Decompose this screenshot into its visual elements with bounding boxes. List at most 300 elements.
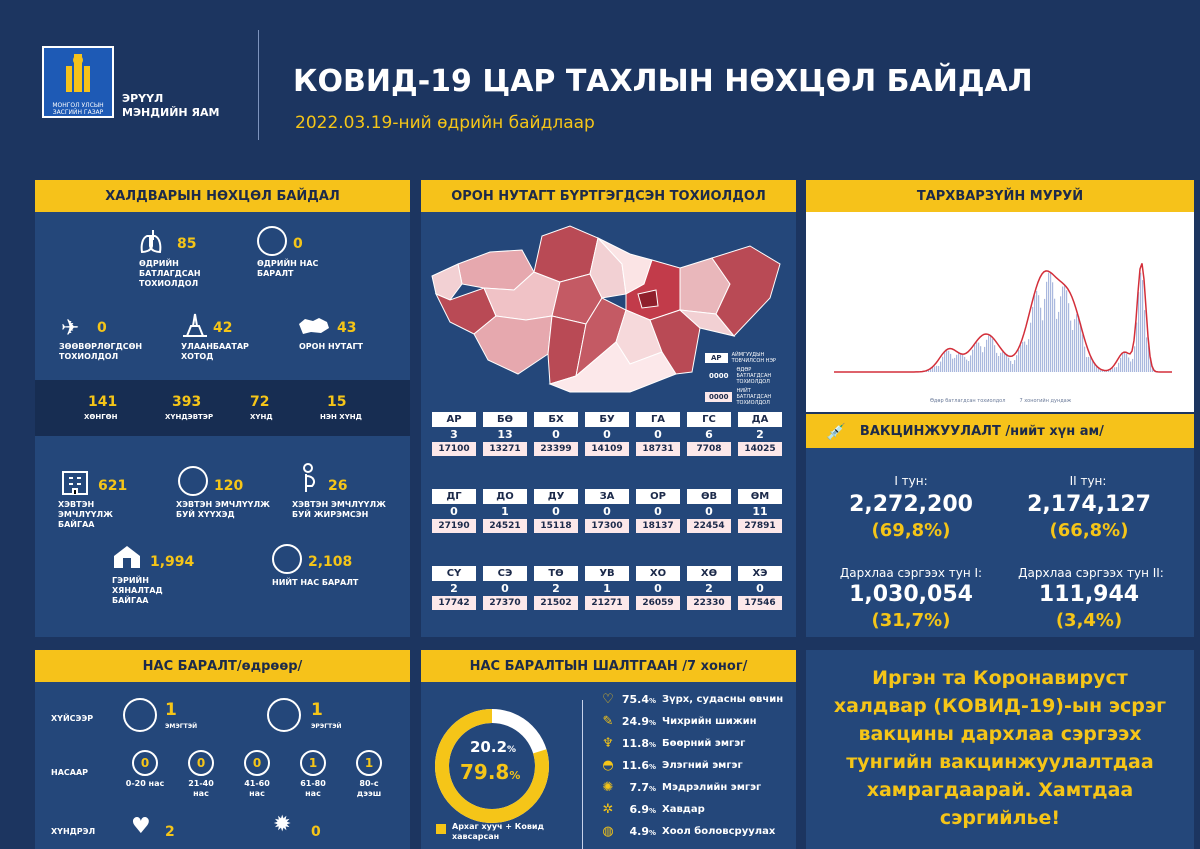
cause-row [600, 712, 757, 730]
cause-percent-text: 4.9 [629, 824, 649, 838]
curve-bar [1124, 352, 1125, 372]
age-group-value: 1 [300, 750, 326, 776]
curve-bar [1044, 299, 1045, 372]
home-care-value: 1,994 [150, 554, 195, 570]
booster1-percent: (31,7%) [871, 610, 951, 631]
province-cell-2-4 [636, 566, 680, 610]
province-code: ОР [636, 489, 680, 504]
curve-legend-bars: Өдөр батлагдсан тохиолдол [930, 398, 1006, 404]
liver-icon: ◓ [602, 757, 614, 773]
imported-value: 0 [97, 320, 107, 336]
province-total: 24521 [483, 519, 527, 533]
curve-legend-line: 7 хоногийн дундаж [1019, 398, 1072, 404]
by-complication-label: ХҮНДРЭЛ [51, 827, 96, 836]
curve-bar [1040, 308, 1041, 372]
curve-bar [994, 345, 995, 372]
province-code: БӨ [483, 412, 527, 427]
curve-bar [1036, 291, 1037, 372]
home-icon [112, 544, 142, 570]
ministry-name: ЭРҮҮЛ МЭНДИЙН ЯАМ [122, 92, 220, 119]
province-daily: 0 [603, 428, 611, 441]
province-cell-1-4 [636, 489, 680, 533]
map-province-khuvsgul [534, 226, 598, 282]
curve-bar [968, 361, 969, 372]
province-total: 14109 [585, 442, 629, 456]
province-code: ХӨ [687, 566, 731, 581]
curve-bar [1118, 363, 1119, 372]
brain-icon: ✺ [602, 779, 614, 795]
female-label: ЭМЭГТЭЙ [165, 723, 198, 730]
age-group-0 [125, 750, 165, 789]
imported-label: ЗӨӨВӨРЛӨГДСӨН ТОХИОЛДОЛ [59, 342, 143, 361]
cause-label: Мэдрэлийн эмгэг [662, 781, 762, 793]
cause-label: Хоол боловсруулах [662, 825, 776, 837]
curve-bar [1138, 292, 1139, 372]
province-cell-0-5 [687, 412, 731, 456]
pregnant-label: ХЭВТЭН ЭМЧЛҮҮЛЖ БУЙ ЖИРЭМСЭН [292, 500, 386, 519]
province-total: 7708 [687, 442, 731, 456]
province-daily: 2 [705, 582, 713, 595]
curve-bar [1008, 358, 1009, 372]
donut-legend [436, 822, 562, 842]
province-daily: 0 [654, 428, 662, 441]
curve-bar [1050, 273, 1051, 372]
province-cell-0-6 [738, 412, 782, 456]
dose2-percent: (66,8%) [1049, 520, 1129, 541]
curve-bar [996, 353, 997, 372]
curve-bar [1048, 273, 1049, 372]
stomach-icon: ◍ [602, 823, 614, 839]
vaccination-heading [806, 414, 1194, 448]
severity-mild-value: 141 [88, 394, 118, 410]
curve-bar [1078, 316, 1079, 372]
curve-bar [1004, 353, 1005, 373]
legend-daily-label: ӨДӨР БАТЛАГДСАН ТОХИОЛДОЛ [736, 367, 772, 385]
epidemic-curve-chart [806, 212, 1194, 412]
vaccination-heading-text: ВАКЦИНЖУУЛАЛТ /нийт хүн ам/ [859, 423, 1104, 439]
curve-bar [1054, 299, 1055, 372]
age-group-value: 0 [244, 750, 270, 776]
province-total: 27891 [738, 519, 782, 533]
province-total: 18731 [636, 442, 680, 456]
province-daily: 13 [497, 428, 513, 441]
curve-bar [1128, 358, 1129, 373]
province-total: 27370 [483, 596, 527, 610]
curve-bar [990, 335, 991, 372]
dose1-value: 2,272,200 [849, 492, 973, 517]
cause-label: Чихрийн шижин [662, 715, 757, 727]
curve-legend [930, 398, 1071, 404]
curve-bar [942, 357, 943, 372]
curve-bar [1032, 307, 1033, 372]
mongolia-map-icon [297, 316, 331, 336]
curve-bar [944, 353, 945, 372]
province-total: 17100 [432, 442, 476, 456]
curve-bar [1034, 295, 1035, 372]
booster2-label: Дархлаа сэргээх тун II: [1018, 566, 1164, 580]
province-daily: 2 [552, 582, 560, 595]
province-code: ГА [636, 412, 680, 427]
province-cell-2-3 [585, 566, 629, 610]
curve-bar [974, 345, 975, 372]
province-daily: 11 [752, 505, 768, 518]
hospitalized-label: ХЭВТЭН ЭМЧЛҮҮЛЖ БАЙГАА [58, 500, 113, 529]
province-total: 17546 [738, 596, 782, 610]
curve-bar [1056, 319, 1057, 372]
province-daily: 6 [705, 428, 713, 441]
age-group-label: 0-20 нас [125, 779, 165, 788]
province-daily: 0 [450, 505, 458, 518]
cause-percent-text: 7.7 [629, 780, 649, 794]
header-divider [258, 30, 259, 140]
home-care-label: ГЭРИЙН ХЯНАЛТАД БАЙГАА [112, 576, 163, 605]
curve-bar [1030, 323, 1031, 372]
curve-bar [1068, 303, 1069, 372]
severity-moderate-value: 393 [172, 394, 202, 410]
province-daily: 1 [603, 582, 611, 595]
city-monument-icon [181, 310, 209, 338]
curve-bar [1000, 353, 1001, 372]
curve-bar [1132, 359, 1133, 372]
curve-bar [1022, 342, 1023, 372]
legend-total-label: НИЙТ БАТЛАГДСАН ТОХИОЛДОЛ [736, 388, 772, 406]
curve-bar [1026, 345, 1027, 372]
airplane-icon: ✈ [61, 316, 80, 341]
children-value: 120 [214, 478, 244, 494]
province-cell-1-3 [585, 489, 629, 533]
province-daily: 2 [450, 582, 458, 595]
legend-code-sample: АР [705, 353, 728, 363]
cause-percent: 4.9% [629, 824, 656, 838]
age-group-value: 0 [132, 750, 158, 776]
virus-icon: ✹ [273, 812, 292, 837]
curve-bar [1060, 296, 1061, 372]
map-province-govi-altai [474, 316, 552, 374]
curve-bar [1074, 319, 1075, 372]
province-code: УВ [585, 566, 629, 581]
local-value: 43 [337, 320, 357, 336]
age-group-value: 0 [188, 750, 214, 776]
donut-legend-swatch [436, 824, 446, 834]
age-group-label: 61-80 нас [300, 779, 326, 798]
age-group-label: 21-40 нас [188, 779, 214, 798]
severity-moderate-label: ХҮНДЭВТЭР [165, 413, 214, 421]
baby-icon [178, 466, 208, 496]
syringe-drop-icon: ✎ [602, 713, 614, 729]
pregnant-value: 26 [328, 478, 348, 494]
curve-bar [966, 360, 967, 372]
severity-mild-label: ХӨНГӨН [84, 413, 118, 421]
curve-bar [1088, 357, 1089, 372]
curve-bar [1114, 367, 1115, 372]
male-label: ЭРЭГТЭЙ [311, 723, 342, 730]
province-daily: 0 [603, 505, 611, 518]
cause-label: Элэгний эмгэг [662, 759, 743, 771]
province-code: СҮ [432, 566, 476, 581]
donut-value-b-text: 79.8 [460, 760, 510, 784]
province-code: АР [432, 412, 476, 427]
cause-percent: 6.9% [629, 802, 656, 816]
cause-percent-text: 11.6 [621, 758, 649, 772]
curve-bar [976, 342, 977, 372]
province-code: ХЭ [738, 566, 782, 581]
curve-bar [1130, 362, 1131, 373]
cause-percent-text: 24.9 [621, 714, 649, 728]
cause-row [600, 800, 705, 818]
dose1-label: I тун: [894, 474, 928, 488]
curve-bar [1016, 355, 1017, 372]
age-group-3 [293, 750, 333, 799]
curve-bar [982, 352, 983, 372]
province-total: 26059 [636, 596, 680, 610]
province-code: ӨМ [738, 489, 782, 504]
province-total: 22330 [687, 596, 731, 610]
syringe-icon: 💉 [826, 421, 846, 441]
province-code: ДА [738, 412, 782, 427]
severity-severe-label: ХҮНД [250, 413, 273, 421]
booster2-percent: (3,4%) [1055, 610, 1123, 631]
province-code: БУ [585, 412, 629, 427]
page-title: КОВИД-19 ЦАР ТАХЛЫН НӨХЦӨЛ БАЙДАЛ [293, 64, 1033, 99]
province-total: 17742 [432, 596, 476, 610]
page-subtitle: 2022.03.19-ний өдрийн байдлаар [295, 113, 595, 133]
infection-heading: ХАЛДВАРЫН НӨХЦӨЛ БАЙДАЛ [35, 180, 410, 212]
curve-bar [938, 366, 939, 372]
total-deaths-label: НИЙТ НАС БАРАЛТ [272, 578, 359, 587]
curve-bar [936, 366, 937, 372]
booster1-label: Дархлаа сэргээх тун I: [839, 566, 983, 580]
vaccination-panel [806, 448, 1194, 637]
curve-bar [1010, 361, 1011, 372]
cause-percent-text: 11.8 [621, 736, 649, 750]
age-group-4 [349, 750, 389, 799]
province-daily: 0 [654, 505, 662, 518]
curve-bar [962, 355, 963, 372]
province-code: ДГ [432, 489, 476, 504]
province-cell-0-2 [534, 412, 578, 456]
cause-percent: 75.4% [621, 692, 656, 706]
province-code: ӨВ [687, 489, 731, 504]
curve-bar [1136, 323, 1137, 373]
prevention-message: Иргэн та Коронавируст халдвар (КОВИД-19)-ын эсрэг вакцины дархлаа сэргээх тунгийн вакцинжуулалтдаа хамрагдаарай. Хамтдаа сэргийлье! [833, 667, 1167, 829]
cause-label: Бөөрний эмгэг [662, 737, 746, 749]
lungs-icon [139, 228, 169, 256]
provinces-heading: ОРОН НУТАГТ БҮРТГЭГДСЭН ТОХИОЛДОЛ [421, 180, 796, 212]
curve-bar [1072, 330, 1073, 372]
curve-bar [1082, 335, 1083, 372]
cause-percent: 7.7% [629, 780, 656, 794]
curve-heading: ТАРХВАРЗҮЙН МУРУЙ [806, 180, 1194, 212]
cause-percent: 11.8% [621, 736, 656, 750]
legend-code-label: АЙМГУУДЫН ТОВЧИЛСОН НЭР [731, 352, 776, 364]
curve-bar [1134, 346, 1135, 372]
age-group-label: 80-с дээш [356, 779, 382, 798]
donut-legend-label: Архаг хууч + Ковид хавсарсан [452, 822, 544, 841]
legend-total-sample: 0000 [705, 392, 732, 402]
province-cell-0-4 [636, 412, 680, 456]
curve-bar [1062, 287, 1063, 373]
province-daily: 2 [756, 428, 764, 441]
curve-bar [1100, 370, 1101, 372]
province-total: 15118 [534, 519, 578, 533]
curve-bar [980, 346, 981, 372]
curve-bar [1142, 280, 1143, 372]
deaths-panel [35, 682, 410, 849]
province-daily: 0 [756, 582, 764, 595]
province-daily: 3 [450, 428, 458, 441]
province-total: 13271 [483, 442, 527, 456]
curve-bar [998, 356, 999, 372]
curve-bar [986, 340, 987, 372]
curve-bar [958, 353, 959, 372]
male-icon [267, 698, 301, 732]
curve-bar [992, 339, 993, 372]
curve-bar [970, 355, 971, 372]
government-logo [42, 46, 114, 118]
person-death-icon [257, 226, 287, 256]
province-code: ХО [636, 566, 680, 581]
severity-severe-value: 72 [250, 394, 270, 410]
dose2-label: II тун: [1069, 474, 1107, 488]
cause-percent: 11.6% [621, 758, 656, 772]
curve-bar [1024, 342, 1025, 373]
curve-bar [1070, 321, 1071, 372]
province-total: 22454 [687, 519, 731, 533]
curve-bar [1028, 339, 1029, 372]
curve-bar [1018, 350, 1019, 372]
curve-bar [952, 359, 953, 372]
province-daily: 0 [501, 582, 509, 595]
hospital-icon [60, 466, 90, 496]
daily-confirmed-label: ӨДРИЙН БАТЛАГДСАН ТОХИОЛДОЛ [139, 259, 201, 288]
curve-bar [1140, 273, 1141, 372]
province-cell-1-2 [534, 489, 578, 533]
causes-heading: НАС БАРАЛТЫН ШАЛТГААН /7 хоног/ [421, 650, 796, 682]
curve-bar [1058, 312, 1059, 372]
province-daily: 0 [552, 505, 560, 518]
curve-bar [1064, 284, 1065, 372]
curve-bar [1042, 320, 1043, 372]
curve-bar [940, 362, 941, 372]
heart-pulse-icon: ♥ [131, 814, 151, 839]
curve-bar [1006, 355, 1007, 372]
age-group-label: 41-60 нас [244, 779, 270, 798]
curve-bar [1066, 290, 1067, 372]
province-total: 27190 [432, 519, 476, 533]
daily-confirmed-value: 85 [177, 236, 197, 252]
ulaanbaatar-value: 42 [213, 320, 233, 336]
cause-row [600, 734, 745, 752]
severity-critical-value: 15 [327, 394, 347, 410]
province-cell-0-3 [585, 412, 629, 456]
curve-bar [1052, 282, 1053, 372]
cause-row [600, 756, 743, 774]
curve-bar [984, 347, 985, 372]
province-cell-2-0 [432, 566, 476, 610]
curve-bar [1012, 364, 1013, 372]
booster1-value: 1,030,054 [849, 582, 973, 607]
curve-bar [1112, 368, 1113, 372]
province-cell-2-1 [483, 566, 527, 610]
curve-bar [972, 350, 973, 372]
age-group-2 [237, 750, 277, 799]
age-group-1 [181, 750, 221, 799]
province-code: СЭ [483, 566, 527, 581]
curve-bar [1090, 357, 1091, 372]
curve-bar [1046, 282, 1047, 372]
by-sex-label: ХҮЙСЭЭР [51, 714, 94, 723]
curve-bar [1038, 295, 1039, 372]
dose1-percent: (69,8%) [871, 520, 951, 541]
cause-percent-text: 6.9 [629, 802, 649, 816]
total-deaths-value: 2,108 [308, 554, 353, 570]
curve-bar [948, 351, 949, 372]
local-label: ОРОН НУТАГТ [299, 342, 364, 351]
causes-connector [582, 700, 583, 849]
curve-bar [964, 357, 965, 372]
severity-strip [35, 380, 410, 436]
donut-value-a-text: 20.2 [470, 738, 508, 756]
province-daily: 0 [552, 428, 560, 441]
curve-bar [954, 358, 955, 372]
curve-bar [1002, 352, 1003, 372]
province-cell-1-0 [432, 489, 476, 533]
covid-value: 0 [311, 824, 321, 840]
province-cell-0-0 [432, 412, 476, 456]
legend-daily-sample: 0000 [709, 372, 729, 380]
province-total: 14025 [738, 442, 782, 456]
chronic-value: 2 [165, 824, 175, 840]
curve-bar [960, 354, 961, 373]
province-code: ГС [687, 412, 731, 427]
province-cell-1-1 [483, 489, 527, 533]
hospitalized-value: 621 [98, 478, 128, 494]
curve-bar [956, 355, 957, 372]
kidney-icon: ♆ [602, 735, 614, 751]
curve-bar [934, 366, 935, 372]
children-label: ХЭВТЭН ЭМЧЛҮҮЛЖ БУЙ ХҮҮХЭД [176, 500, 270, 519]
curve-bar [1126, 354, 1127, 372]
by-age-label: НАСААР [51, 768, 89, 777]
cancer-cell-icon: ✲ [602, 801, 614, 817]
cause-row [600, 690, 783, 708]
donut-value-b: 79.8% [460, 760, 521, 784]
age-group-value: 1 [356, 750, 382, 776]
province-cell-0-1 [483, 412, 527, 456]
province-code: ЗА [585, 489, 629, 504]
province-code: ДУ [534, 489, 578, 504]
cause-label: Хавдар [662, 803, 705, 815]
province-code: БХ [534, 412, 578, 427]
deaths-heading: НАС БАРАЛТ/өдрөөр/ [35, 650, 410, 682]
curve-bar [1120, 358, 1121, 372]
province-code: ДО [483, 489, 527, 504]
province-cell-1-6 [738, 489, 782, 533]
curve-bar [1080, 324, 1081, 373]
curve-bar [1144, 310, 1145, 372]
soyombo-icon [44, 48, 112, 98]
curve-bar [1076, 314, 1077, 372]
male-value: 1 [311, 700, 323, 720]
province-total: 18137 [636, 519, 680, 533]
province-total: 17300 [585, 519, 629, 533]
curve-bar [988, 336, 989, 372]
dose2-value: 2,174,127 [1027, 492, 1151, 517]
curve-bar [1146, 337, 1147, 372]
province-daily: 0 [705, 505, 713, 518]
person-death-total-icon [272, 544, 302, 574]
province-code: ТӨ [534, 566, 578, 581]
